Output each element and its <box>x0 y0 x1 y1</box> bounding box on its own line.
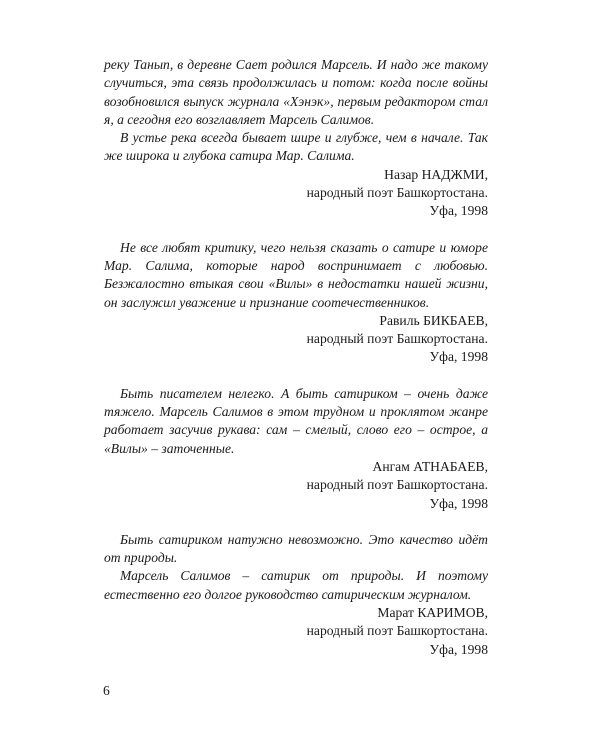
testimonial-paragraph: Марсель Салимов – сатирик от природы. И поэтому естественно его долгое руководство сатирическим журналом. <box>104 568 488 602</box>
author-name: Назар НАДЖМИ, <box>384 166 488 182</box>
testimonial-paragraph: Быть писателем нелегко. А быть сатириком – очень даже тяжело. Марсель Салимов в этом трудном и проклятом жанре работает засучив рукава: сам – смелый, слово его – острое, а «Вилы» – заточенные. <box>104 385 488 456</box>
testimonial-bikbaev <box>104 239 488 367</box>
testimonial-paragraph: реку Танып, в деревне Сает родился Марсель. И надо же такому случиться, эта связь продолжилась и потом: когда после войны возобновился выпуск журнала «Хэнэк», первым редактором стал я, а сегодня его возглавляет Марсель Салимов. <box>104 57 488 127</box>
author-name: Марат КАРИМОВ, <box>377 605 488 621</box>
page-number: 6 <box>103 683 110 698</box>
author-title: народный поэт Башкортостана. <box>306 331 488 347</box>
signature <box>104 166 488 221</box>
place-year: Уфа, 1998 <box>429 641 488 657</box>
signature <box>104 312 488 367</box>
author-title: народный поэт Башкортостана. <box>306 477 488 493</box>
testimonial-najmi <box>104 56 488 221</box>
testimonial-paragraph: В устье река всегда бывает шире и глубже, чем в начале. Так же широка и глубока сатира Мар. Салима. <box>104 130 488 164</box>
author-title: народный поэт Башкортостана. <box>306 185 488 201</box>
author-title: народный поэт Башкортостана. <box>306 623 488 639</box>
place-year: Уфа, 1998 <box>429 495 488 511</box>
testimonial-atnabaev <box>104 385 488 513</box>
author-name: Ангам АТНАБАЕВ, <box>372 458 488 474</box>
place-year: Уфа, 1998 <box>429 203 488 219</box>
page-body <box>104 56 488 659</box>
testimonial-paragraph: Быть сатириком натужно невозможно. Это качество идёт от природы. <box>104 531 488 566</box>
signature <box>104 604 488 659</box>
place-year: Уфа, 1998 <box>429 349 488 365</box>
spacer <box>104 513 488 531</box>
author-name: Равиль БИКБАЕВ, <box>379 312 488 328</box>
testimonial-paragraph: Не все любят критику, чего нельзя сказать о сатире и юморе Мар. Салима, которые народ воспринимает с любовью. Безжалостно втыкая свои «Вилы» в недостатки нашей жизни, он заслужил уважение и признание соотечественников. <box>104 239 488 310</box>
spacer <box>104 221 488 239</box>
testimonial-karimov <box>104 531 488 659</box>
signature <box>104 458 488 513</box>
spacer <box>104 367 488 385</box>
